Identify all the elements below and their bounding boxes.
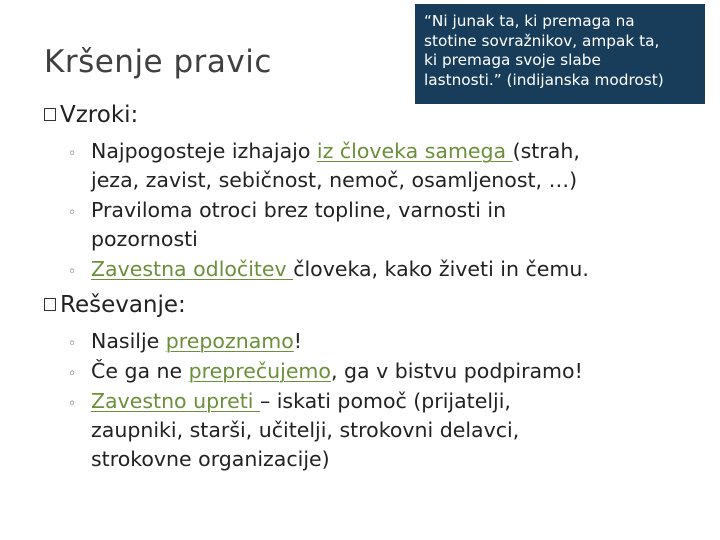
- list-item-line: [91, 389, 511, 413]
- ring-icon: ◦: [68, 396, 77, 412]
- text-segment: (strah,: [512, 139, 580, 163]
- link-zavestno-upreti[interactable]: Zavestno upreti: [91, 389, 260, 413]
- link-preprecujemo[interactable]: preprečujemo: [188, 359, 331, 383]
- text-segment: Najpogosteje izhajajo: [91, 139, 317, 163]
- quote-box: [415, 4, 705, 104]
- link-prepoznamo[interactable]: prepoznamo: [165, 329, 294, 353]
- text-segment: Nasilje: [91, 329, 166, 353]
- list-item-line: [91, 359, 583, 383]
- square-outline-icon: [44, 298, 56, 311]
- section-heading-label: Reševanje:: [60, 292, 186, 318]
- quote-line: ki premaga svoje slabe: [424, 51, 601, 69]
- text-segment: Če ga ne: [91, 359, 189, 383]
- text-segment: človeka, kako živeti in čemu.: [293, 257, 589, 281]
- ring-icon: ◦: [68, 336, 77, 352]
- list-item-line: [91, 257, 589, 281]
- text-segment: pozornosti: [91, 227, 198, 251]
- list-item-line: [91, 447, 330, 471]
- list-item-line: [91, 139, 580, 163]
- link-iz-cloveka-samega[interactable]: iz človeka samega: [316, 139, 513, 163]
- section-heading-label: Vzroki:: [60, 102, 139, 128]
- text-segment: Praviloma otroci brez topline, varnosti in: [91, 198, 507, 222]
- list-item-line: [91, 198, 506, 222]
- square-outline-icon: [44, 108, 56, 121]
- text-segment: , ga v bistvu podpiramo!: [330, 359, 583, 383]
- text-segment: – iskati pomoč (prijatelji,: [259, 389, 511, 413]
- list-item-line: [91, 418, 519, 442]
- quote-line: stotine sovražnikov, ampak ta,: [424, 31, 660, 50]
- section-heading-vzroki: [44, 102, 138, 128]
- list-item-line: [91, 329, 302, 353]
- ring-icon: ◦: [68, 264, 77, 280]
- quote-line: “Ni junak ta, ki premaga na: [424, 12, 635, 30]
- ring-icon: ◦: [68, 366, 77, 382]
- ring-icon: ◦: [68, 205, 77, 221]
- section-heading-resevanje: [44, 292, 186, 318]
- text-segment: zaupniki, starši, učitelji, strokovni delavci,: [91, 418, 520, 442]
- list-item-line: [91, 227, 198, 251]
- text-segment: !: [293, 329, 303, 353]
- link-zavestna-odlocitev[interactable]: Zavestna odločitev: [91, 257, 294, 281]
- text-segment: jeza, zavist, sebičnost, nemoč, osamljenost, …): [91, 168, 578, 192]
- quote-line: lastnosti.” (indijanska modrost): [424, 70, 664, 89]
- ring-icon: ◦: [68, 146, 77, 162]
- list-item-line: [91, 168, 577, 192]
- slide-title: Kršenje pravic: [44, 44, 272, 80]
- text-segment: strokovne organizacije): [91, 447, 330, 471]
